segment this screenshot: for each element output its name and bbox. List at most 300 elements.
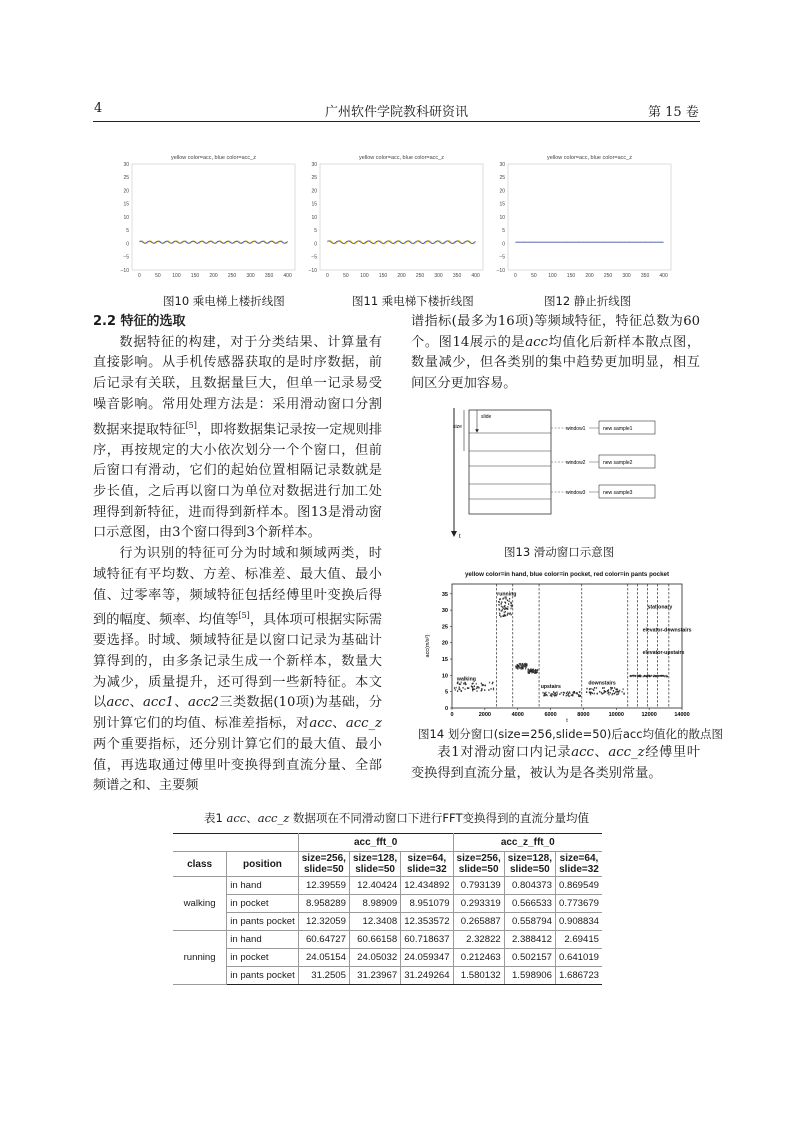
scatter-point bbox=[510, 608, 511, 610]
y-tick-label: 30 bbox=[123, 161, 129, 168]
scatter-point bbox=[542, 692, 543, 694]
value-cell: 8.958289 bbox=[298, 895, 349, 913]
right-p1-text: 谱指标(最多为16项)等频域特征，特征总数为60个。图14展示的是 bbox=[411, 314, 700, 350]
scatter-point bbox=[635, 675, 636, 677]
scatter-point bbox=[481, 688, 482, 690]
x-tick-label: 100 bbox=[172, 273, 181, 279]
x-tick-label: 250 bbox=[227, 273, 237, 279]
empty-header bbox=[173, 834, 298, 852]
value-cell: 12.3408 bbox=[349, 913, 400, 931]
math-acc: acc bbox=[106, 695, 130, 711]
citation-ref: [5] bbox=[238, 611, 250, 621]
page-number: 4 bbox=[94, 101, 103, 116]
scatter-point bbox=[578, 694, 579, 696]
scatter-point bbox=[543, 695, 544, 697]
y-tick-label: 25 bbox=[123, 175, 129, 182]
scatter-point bbox=[667, 676, 668, 678]
segment-label: walking bbox=[456, 676, 476, 683]
scatter-point bbox=[463, 683, 464, 685]
y-axis-label: acc(m/s²) bbox=[425, 634, 431, 658]
y-tick-label: 10 bbox=[123, 214, 129, 221]
x-tick-label: 50 bbox=[343, 273, 349, 279]
table-header-row bbox=[173, 834, 602, 852]
right-p2b-text: 经傅里叶变换得到直流分量，被认为是各类别常量。 bbox=[411, 745, 701, 781]
scatter-point bbox=[472, 687, 473, 689]
chart-title: yellow color=acc, blue color=acc_z bbox=[547, 155, 632, 161]
scatter-point bbox=[555, 692, 556, 694]
value-cell: 2.32822 bbox=[453, 931, 504, 949]
segment-label: downstairs bbox=[588, 680, 616, 687]
table-caption bbox=[0, 810, 793, 826]
chart-title: yellow color=acc, blue color=acc_z bbox=[171, 155, 256, 161]
scatter-point bbox=[454, 687, 455, 689]
y-tick-label: 5 bbox=[126, 228, 129, 235]
scatter-point bbox=[604, 692, 605, 694]
new-sample-label: new sample1 bbox=[603, 426, 633, 432]
plot-frame bbox=[320, 164, 483, 270]
x-tick-label: 0 bbox=[326, 273, 329, 279]
scatter-point bbox=[592, 688, 593, 690]
position-cell: in hand bbox=[227, 931, 299, 949]
value-cell: 0.908834 bbox=[555, 913, 602, 931]
scatter-point bbox=[657, 675, 658, 677]
segment-label: upstairs bbox=[540, 683, 561, 690]
scatter-point bbox=[502, 609, 503, 611]
figure-12-caption: 图12 静止折线图 bbox=[544, 294, 632, 308]
scatter-point bbox=[568, 693, 569, 695]
figure-12-svg bbox=[488, 150, 678, 285]
scatter-point bbox=[464, 688, 465, 690]
scatter-point bbox=[528, 672, 529, 674]
scatter-point bbox=[522, 663, 523, 665]
scatter-point bbox=[502, 598, 503, 600]
scatter-point bbox=[508, 603, 509, 605]
scatter-point bbox=[618, 693, 619, 695]
size-label: size bbox=[453, 424, 462, 430]
slide-label: slide bbox=[481, 414, 492, 420]
scatter-point bbox=[604, 687, 605, 689]
window-label: window2 bbox=[566, 460, 586, 466]
table-subheader-row bbox=[173, 852, 602, 877]
scatter-point bbox=[457, 690, 458, 692]
left-paragraph-2 bbox=[93, 544, 382, 797]
value-cell: 0.566533 bbox=[504, 895, 555, 913]
table-row bbox=[173, 913, 602, 931]
new-sample-label: new sample2 bbox=[603, 460, 633, 466]
scatter-point bbox=[474, 688, 475, 690]
scatter-point bbox=[610, 689, 611, 691]
value-cell: 0.212463 bbox=[453, 949, 504, 967]
scatter-point bbox=[499, 614, 500, 616]
scatter-point bbox=[659, 675, 660, 677]
scatter-point bbox=[520, 665, 521, 667]
scatter-point bbox=[505, 607, 506, 609]
scatter-point bbox=[622, 691, 623, 693]
table-row bbox=[173, 967, 602, 985]
scatter-point bbox=[492, 683, 493, 685]
scatter-point bbox=[530, 668, 531, 670]
value-cell: 0.793139 bbox=[453, 877, 504, 895]
value-cell: 24.059347 bbox=[401, 949, 453, 967]
value-cell: 0.293319 bbox=[453, 895, 504, 913]
y-tick-label: 20 bbox=[499, 188, 505, 195]
y-tick-label: 30 bbox=[499, 161, 505, 168]
plot-frame bbox=[508, 164, 671, 270]
scatter-point bbox=[467, 687, 468, 689]
scatter-point bbox=[547, 695, 548, 697]
value-cell: 31.249264 bbox=[401, 967, 453, 985]
scatter-point bbox=[566, 692, 567, 694]
segment-label: stationary bbox=[647, 604, 673, 611]
value-cell: 8.951079 bbox=[401, 895, 453, 913]
scatter-point bbox=[504, 605, 505, 607]
scatter-point bbox=[623, 688, 624, 690]
scatter-point bbox=[517, 668, 518, 670]
y-tick-label: 15 bbox=[311, 201, 317, 208]
segment-label: running bbox=[497, 591, 517, 598]
scatter-point bbox=[460, 683, 461, 685]
scatter-point bbox=[545, 692, 546, 694]
journal-title: 广州软件学院教科研资讯 bbox=[324, 105, 468, 120]
x-tick-label: 100 bbox=[548, 273, 557, 279]
scatter-point bbox=[569, 692, 570, 694]
scatter-point bbox=[536, 672, 537, 674]
x-tick-label: 6000 bbox=[544, 712, 557, 718]
x-tick-label: 350 bbox=[452, 273, 462, 279]
y-tick-label: 0 bbox=[314, 241, 317, 248]
scatter-point bbox=[517, 666, 518, 668]
scatter-point bbox=[507, 613, 508, 615]
sliding-window-diagram bbox=[450, 404, 670, 540]
figure-10-plot bbox=[112, 150, 302, 285]
segment-label: elevator-upstairs bbox=[642, 650, 685, 657]
x-tick-label: 2000 bbox=[478, 712, 491, 718]
scatter-point bbox=[530, 670, 531, 672]
group-header: acc_z_fft_0 bbox=[453, 834, 602, 852]
separator: 、 bbox=[331, 716, 346, 732]
position-cell: in pocket bbox=[227, 949, 299, 967]
scatter-point bbox=[501, 603, 502, 605]
x-tick-label: 350 bbox=[640, 273, 650, 279]
y-tick-label: 25 bbox=[441, 624, 448, 631]
scatter-point bbox=[559, 693, 560, 695]
x-tick-label: 50 bbox=[531, 273, 537, 279]
x-tick-label: 150 bbox=[566, 273, 576, 279]
figure-11-caption: 图11 乘电梯下楼折线图 bbox=[352, 294, 474, 308]
scatter-point bbox=[638, 675, 639, 677]
x-tick-label: 0 bbox=[138, 273, 141, 279]
scatter-point bbox=[597, 693, 598, 695]
scatter-point bbox=[476, 690, 477, 692]
scatter-point bbox=[618, 691, 619, 693]
scatter-point bbox=[573, 692, 574, 694]
y-tick-label: 10 bbox=[499, 214, 505, 221]
window-label: window1 bbox=[566, 426, 586, 432]
y-tick-label: 15 bbox=[441, 657, 448, 664]
table-row bbox=[173, 931, 602, 949]
math-acc2: acc2 bbox=[187, 695, 219, 711]
sub-header: size=256, slide=50 bbox=[298, 852, 349, 877]
y-tick-label: 20 bbox=[441, 640, 448, 647]
scatter-point bbox=[525, 666, 526, 668]
value-cell: 1.686723 bbox=[555, 967, 602, 985]
data-block bbox=[469, 410, 551, 514]
y-tick-label: 0 bbox=[444, 706, 448, 712]
value-cell: 60.66158 bbox=[349, 931, 400, 949]
scatter-point bbox=[596, 687, 597, 689]
scatter-point bbox=[507, 600, 508, 602]
math-acc-z: acc_z bbox=[608, 745, 645, 760]
position-cell: in pants pocket bbox=[227, 913, 299, 931]
value-cell: 0.265887 bbox=[453, 913, 504, 931]
scatter-point bbox=[510, 612, 511, 614]
scatter-point bbox=[499, 613, 500, 615]
x-tick-label: 14000 bbox=[674, 712, 690, 718]
x-tick-label: 8000 bbox=[577, 712, 590, 718]
scatter-point bbox=[623, 693, 624, 695]
value-cell: 12.40424 bbox=[349, 877, 400, 895]
scatter-point bbox=[619, 690, 620, 692]
scatter-point bbox=[529, 672, 530, 674]
x-axis-label: t bbox=[566, 718, 568, 724]
segment-label: elevator-downstairs bbox=[642, 627, 692, 634]
y-tick-label: −5 bbox=[311, 254, 317, 261]
class-header: class bbox=[173, 852, 227, 877]
value-cell: 8.98909 bbox=[349, 895, 400, 913]
value-cell: 60.64727 bbox=[298, 931, 349, 949]
scatter-point bbox=[644, 675, 645, 677]
y-tick-label: 20 bbox=[311, 188, 317, 195]
y-tick-label: 15 bbox=[499, 201, 505, 208]
x-tick-label: 350 bbox=[264, 273, 274, 279]
y-tick-label: 15 bbox=[123, 201, 129, 208]
scatter-point bbox=[630, 675, 631, 677]
scatter-point bbox=[468, 687, 469, 689]
scatter-point bbox=[589, 688, 590, 690]
y-tick-label: 25 bbox=[311, 175, 317, 182]
x-tick-label: 150 bbox=[378, 273, 388, 279]
x-tick-label: 50 bbox=[155, 273, 161, 279]
scatter-point bbox=[613, 690, 614, 692]
scatter-point bbox=[554, 695, 555, 697]
volume-label: 第 15 卷 bbox=[648, 105, 699, 120]
value-cell: 12.32059 bbox=[298, 913, 349, 931]
scatter-point bbox=[607, 693, 608, 695]
scatter-point bbox=[472, 690, 473, 692]
value-cell: 12.434892 bbox=[401, 877, 453, 895]
x-tick-label: 150 bbox=[190, 273, 200, 279]
y-tick-label: 5 bbox=[314, 228, 317, 235]
scatter-point bbox=[633, 675, 634, 677]
table-row bbox=[173, 895, 602, 913]
y-tick-label: 5 bbox=[444, 689, 448, 696]
right-paragraph-1 bbox=[411, 312, 700, 395]
right-column-bottom bbox=[411, 743, 700, 784]
separator: 、 bbox=[593, 745, 609, 760]
math-acc-z: acc_z bbox=[257, 811, 290, 825]
scatter-point bbox=[614, 693, 615, 695]
scatter-point bbox=[511, 614, 512, 616]
scatter-point bbox=[589, 692, 590, 694]
x-tick-label: 0 bbox=[450, 712, 454, 718]
scatter-point bbox=[576, 692, 577, 694]
group-header: acc_fft_0 bbox=[298, 834, 453, 852]
scatter-point bbox=[523, 664, 524, 666]
scatter-point bbox=[590, 694, 591, 696]
y-tick-label: 10 bbox=[441, 673, 448, 680]
scatter-point bbox=[507, 606, 508, 608]
scatter-point bbox=[545, 694, 546, 696]
scatter-point bbox=[459, 686, 460, 688]
scatter-point bbox=[526, 663, 527, 665]
time-axis-label: t bbox=[459, 534, 461, 540]
scatter-point bbox=[610, 692, 611, 694]
scatter-point bbox=[519, 663, 520, 665]
position-cell: in pocket bbox=[227, 895, 299, 913]
scatter-point bbox=[616, 694, 617, 696]
table-row bbox=[173, 949, 602, 967]
scatter-point bbox=[663, 675, 664, 677]
scatter-point bbox=[664, 675, 665, 677]
scatter-point bbox=[567, 691, 568, 693]
scatter-point bbox=[477, 686, 478, 688]
scatter-point bbox=[508, 601, 509, 603]
scatter-point bbox=[578, 695, 579, 697]
scatter-point bbox=[501, 605, 502, 607]
scatter-point bbox=[608, 689, 609, 691]
math-acc: acc bbox=[309, 716, 332, 732]
scatter-point bbox=[504, 611, 505, 613]
y-tick-label: 20 bbox=[123, 188, 129, 195]
figure-12-plot bbox=[488, 150, 678, 285]
separator: 、 bbox=[174, 695, 188, 711]
scatter-point bbox=[552, 693, 553, 695]
left-p1-text: 数据特征的构建，对于分类结果、计算量有直接影响。从手机传感器获取的是时序数据，前后记录有关联，且数据量巨大，但单一记录易受噪音影响。常用处理方法是：采用滑动窗口分割数据来提取特征 bbox=[93, 334, 382, 437]
sub-header: size=128, slide=50 bbox=[504, 852, 555, 877]
left-p1b-text: ，即将数据集记录按一定规则排序，再按规定的大小依次划分一个个窗口，但前后窗口有滑动，它们的起始位置相隔记录数就是步长值，之后再以窗口为单位对数据进行加工处理得到新特征，进而得到新样本。图13是滑动窗口示意图，由3个窗口得到3个新样本。 bbox=[93, 421, 383, 541]
x-tick-label: 300 bbox=[434, 273, 443, 279]
scatter-point bbox=[481, 683, 482, 685]
scatter-point bbox=[548, 692, 549, 694]
value-cell: 0.804373 bbox=[504, 877, 555, 895]
scatter-point bbox=[647, 675, 648, 677]
scatter-point bbox=[500, 616, 501, 618]
scatter-point bbox=[592, 692, 593, 694]
right-p1b-text: 均值化后新样本散点图，数量减少，但各类别的集中趋势更加明显，相互间区分更加容易。 bbox=[411, 334, 701, 392]
scatter-point bbox=[515, 667, 516, 669]
x-tick-label: 250 bbox=[603, 273, 613, 279]
table-body bbox=[173, 877, 602, 985]
figure-10-caption: 图10 乘电梯上楼折线图 bbox=[163, 294, 285, 308]
scatter-point bbox=[534, 672, 535, 674]
value-cell: 60.718637 bbox=[401, 931, 453, 949]
sub-header: size=64, slide=32 bbox=[555, 852, 602, 877]
scatter-point bbox=[509, 598, 510, 600]
scatter-point bbox=[455, 689, 456, 691]
scatter-point bbox=[649, 676, 650, 678]
x-tick-label: 300 bbox=[622, 273, 631, 279]
value-cell: 0.641019 bbox=[555, 949, 602, 967]
scatter-point bbox=[602, 687, 603, 689]
scatter-point bbox=[579, 695, 580, 697]
scatter-point bbox=[568, 695, 569, 697]
x-tick-label: 200 bbox=[397, 273, 406, 279]
scatter-point bbox=[535, 670, 536, 672]
scatter-point bbox=[478, 686, 479, 688]
scatter-point bbox=[574, 691, 575, 693]
x-tick-label: 400 bbox=[283, 273, 292, 279]
figure-14-caption: 图14 划分窗口(size=256,slide=50)后acc均值化的散点图 bbox=[418, 727, 724, 741]
scatter-point bbox=[554, 693, 555, 695]
math-acc1: acc1 bbox=[143, 695, 175, 711]
scatter-point bbox=[586, 691, 587, 693]
y-tick-label: −5 bbox=[499, 254, 505, 261]
x-tick-label: 200 bbox=[209, 273, 218, 279]
math-acc: acc bbox=[571, 745, 594, 760]
scatter-point bbox=[654, 676, 655, 678]
scatter-point bbox=[484, 685, 485, 687]
sub-header: size=256, slide=50 bbox=[453, 852, 504, 877]
scatter-point bbox=[472, 683, 473, 685]
scatter-point bbox=[506, 608, 507, 610]
table-row bbox=[173, 877, 602, 895]
scatter-point bbox=[510, 602, 511, 604]
math-acc-z: acc_z bbox=[345, 716, 383, 732]
scatter-point bbox=[476, 683, 477, 685]
scatter-point bbox=[637, 675, 638, 677]
scatter-point bbox=[522, 667, 523, 669]
scatter-point bbox=[456, 687, 457, 689]
scatter-point bbox=[646, 676, 647, 678]
chart-title: yellow color=in hand, blue color=in pocket, red color=in pants pocket bbox=[464, 571, 670, 578]
right-paragraph-2 bbox=[411, 743, 700, 784]
scatter-point bbox=[556, 691, 557, 693]
header-rule bbox=[93, 121, 700, 122]
scatter-point bbox=[610, 687, 611, 689]
scatter-point bbox=[616, 689, 617, 691]
right-column-top bbox=[411, 312, 700, 395]
value-cell: 12.353572 bbox=[401, 913, 453, 931]
left-p2d-text: 两个重要指标，还分别计算它们的最大值、最小值，再选取通过傅里叶变换得到直流分量、全部频谱之和、主要频 bbox=[93, 736, 382, 794]
table-caption-label: 表1 bbox=[204, 811, 223, 825]
scatter-point bbox=[662, 675, 663, 677]
window-label: window3 bbox=[566, 490, 586, 496]
y-tick-label: 10 bbox=[311, 214, 317, 221]
value-cell: 24.05154 bbox=[298, 949, 349, 967]
scatter-point bbox=[566, 695, 567, 697]
class-cell: running bbox=[173, 931, 227, 985]
left-column bbox=[93, 312, 382, 797]
citation-ref: [5] bbox=[185, 420, 197, 430]
scatter-point bbox=[594, 687, 595, 689]
scatter-point bbox=[483, 684, 484, 686]
value-cell: 1.580132 bbox=[453, 967, 504, 985]
figure-13-diagram bbox=[450, 404, 670, 540]
separator: 、 bbox=[129, 695, 144, 711]
scatter-point bbox=[498, 604, 499, 606]
scatter-point bbox=[510, 605, 511, 607]
scatter-point bbox=[528, 670, 529, 672]
math-acc: acc bbox=[226, 811, 247, 825]
scatter-point bbox=[643, 676, 644, 678]
scatter-point bbox=[502, 606, 503, 608]
x-tick-label: 0 bbox=[514, 273, 517, 279]
table-caption-text: 数据项在不同滑动窗口下进行FFT变换得到的直流分量均值 bbox=[292, 811, 589, 825]
sub-header: size=128, slide=50 bbox=[349, 852, 400, 877]
scatter-point bbox=[531, 672, 532, 674]
scatter-point bbox=[525, 668, 526, 670]
left-paragraph-1 bbox=[93, 333, 382, 544]
